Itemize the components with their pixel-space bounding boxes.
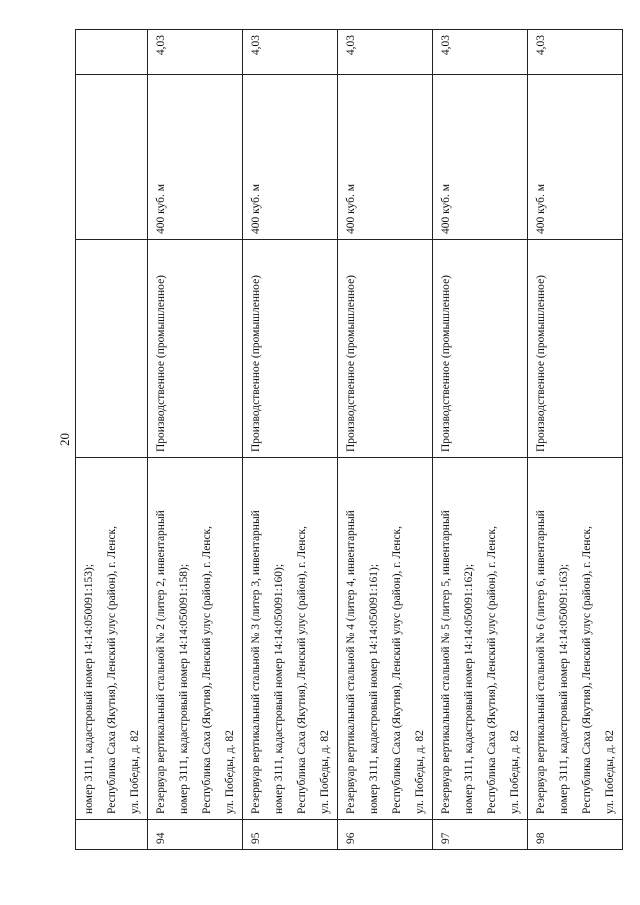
volume-cell bbox=[76, 75, 148, 240]
description-line: Резервуар вертикальный стальной № 3 (литер 3, инвентарный bbox=[250, 510, 262, 814]
purpose-cell: Производственное (промышленное) bbox=[433, 240, 528, 458]
value-cell: 4,03 bbox=[148, 30, 243, 75]
object-description-cell bbox=[433, 458, 528, 820]
table-row bbox=[148, 30, 243, 850]
table-row bbox=[528, 30, 623, 850]
purpose-cell: Производственное (промышленное) bbox=[243, 240, 338, 458]
value-cell bbox=[76, 30, 148, 75]
row-number-cell: 98 bbox=[528, 820, 623, 850]
volume-cell: 400 куб. м bbox=[243, 75, 338, 240]
description-line: ул. Победы, д. 82 bbox=[414, 730, 426, 814]
description-line: номер 3111, кадастровый номер 14:14:050091:158); bbox=[178, 563, 190, 814]
object-description-cell bbox=[148, 458, 243, 820]
table-row bbox=[433, 30, 528, 850]
property-registry-table bbox=[75, 29, 623, 850]
purpose-cell: Производственное (промышленное) bbox=[148, 240, 243, 458]
description-line: ул. Победы, д. 82 bbox=[604, 730, 616, 814]
value-cell: 4,03 bbox=[433, 30, 528, 75]
value-cell: 4,03 bbox=[528, 30, 623, 75]
row-number-cell: 96 bbox=[338, 820, 433, 850]
description-line: номер 3111, кадастровый номер 14:14:050091:161); bbox=[368, 563, 380, 814]
description-line: Резервуар вертикальный стальной № 6 (литер 6, инвентарный bbox=[535, 510, 547, 814]
volume-cell: 400 куб. м bbox=[338, 75, 433, 240]
description-line: Республика Саха (Якутия), Ленский улус (район), г. Ленск, bbox=[581, 525, 593, 814]
page-number: 20 bbox=[57, 433, 72, 446]
document-sheet bbox=[75, 30, 616, 850]
description-line: Республика Саха (Якутия), Ленский улус (район), г. Ленск, bbox=[296, 525, 308, 814]
description-line: Резервуар вертикальный стальной № 2 (литер 2, инвентарный bbox=[155, 510, 167, 814]
object-description-cell bbox=[243, 458, 338, 820]
description-line: Республика Саха (Якутия), Ленский улус (район), г. Ленск, bbox=[486, 525, 498, 814]
volume-cell: 400 куб. м bbox=[528, 75, 623, 240]
object-description-cell bbox=[76, 458, 148, 820]
description-line: ул. Победы, д. 82 bbox=[224, 730, 236, 814]
description-line: номер 3111, кадастровый номер 14:14:050091:163); bbox=[558, 563, 570, 814]
description-line: Республика Саха (Якутия), Ленский улус (район), г. Ленск, bbox=[391, 525, 403, 814]
description-line: Резервуар вертикальный стальной № 5 (литер 5, инвентарный bbox=[440, 510, 452, 814]
purpose-cell: Производственное (промышленное) bbox=[528, 240, 623, 458]
description-line: ул. Победы, д. 82 bbox=[509, 730, 521, 814]
row-number-cell: 95 bbox=[243, 820, 338, 850]
volume-cell: 400 куб. м bbox=[433, 75, 528, 240]
table-row bbox=[243, 30, 338, 850]
row-number-cell: 94 bbox=[148, 820, 243, 850]
value-cell: 4,03 bbox=[243, 30, 338, 75]
table-row-continuation bbox=[76, 30, 148, 850]
description-line: Резервуар вертикальный стальной № 4 (литер 4, инвентарный bbox=[345, 510, 357, 814]
purpose-cell bbox=[76, 240, 148, 458]
description-line: ул. Победы, д. 82 bbox=[319, 730, 331, 814]
row-number-cell: 97 bbox=[433, 820, 528, 850]
purpose-cell: Производственное (промышленное) bbox=[338, 240, 433, 458]
object-description-cell bbox=[338, 458, 433, 820]
description-line: Республика Саха (Якутия), Ленский улус (район), г. Ленск, bbox=[106, 525, 118, 814]
description-line: номер 3111, кадастровый номер 14:14:050091:153); bbox=[83, 563, 95, 814]
row-number-cell bbox=[76, 820, 148, 850]
value-cell: 4,03 bbox=[338, 30, 433, 75]
description-line: Республика Саха (Якутия), Ленский улус (район), г. Ленск, bbox=[201, 525, 213, 814]
table-row bbox=[338, 30, 433, 850]
description-line: номер 3111, кадастровый номер 14:14:050091:160); bbox=[273, 563, 285, 814]
description-line: ул. Победы, д. 82 bbox=[129, 730, 141, 814]
object-description-cell bbox=[528, 458, 623, 820]
volume-cell: 400 куб. м bbox=[148, 75, 243, 240]
description-line: номер 3111, кадастровый номер 14:14:050091:162); bbox=[463, 563, 475, 814]
